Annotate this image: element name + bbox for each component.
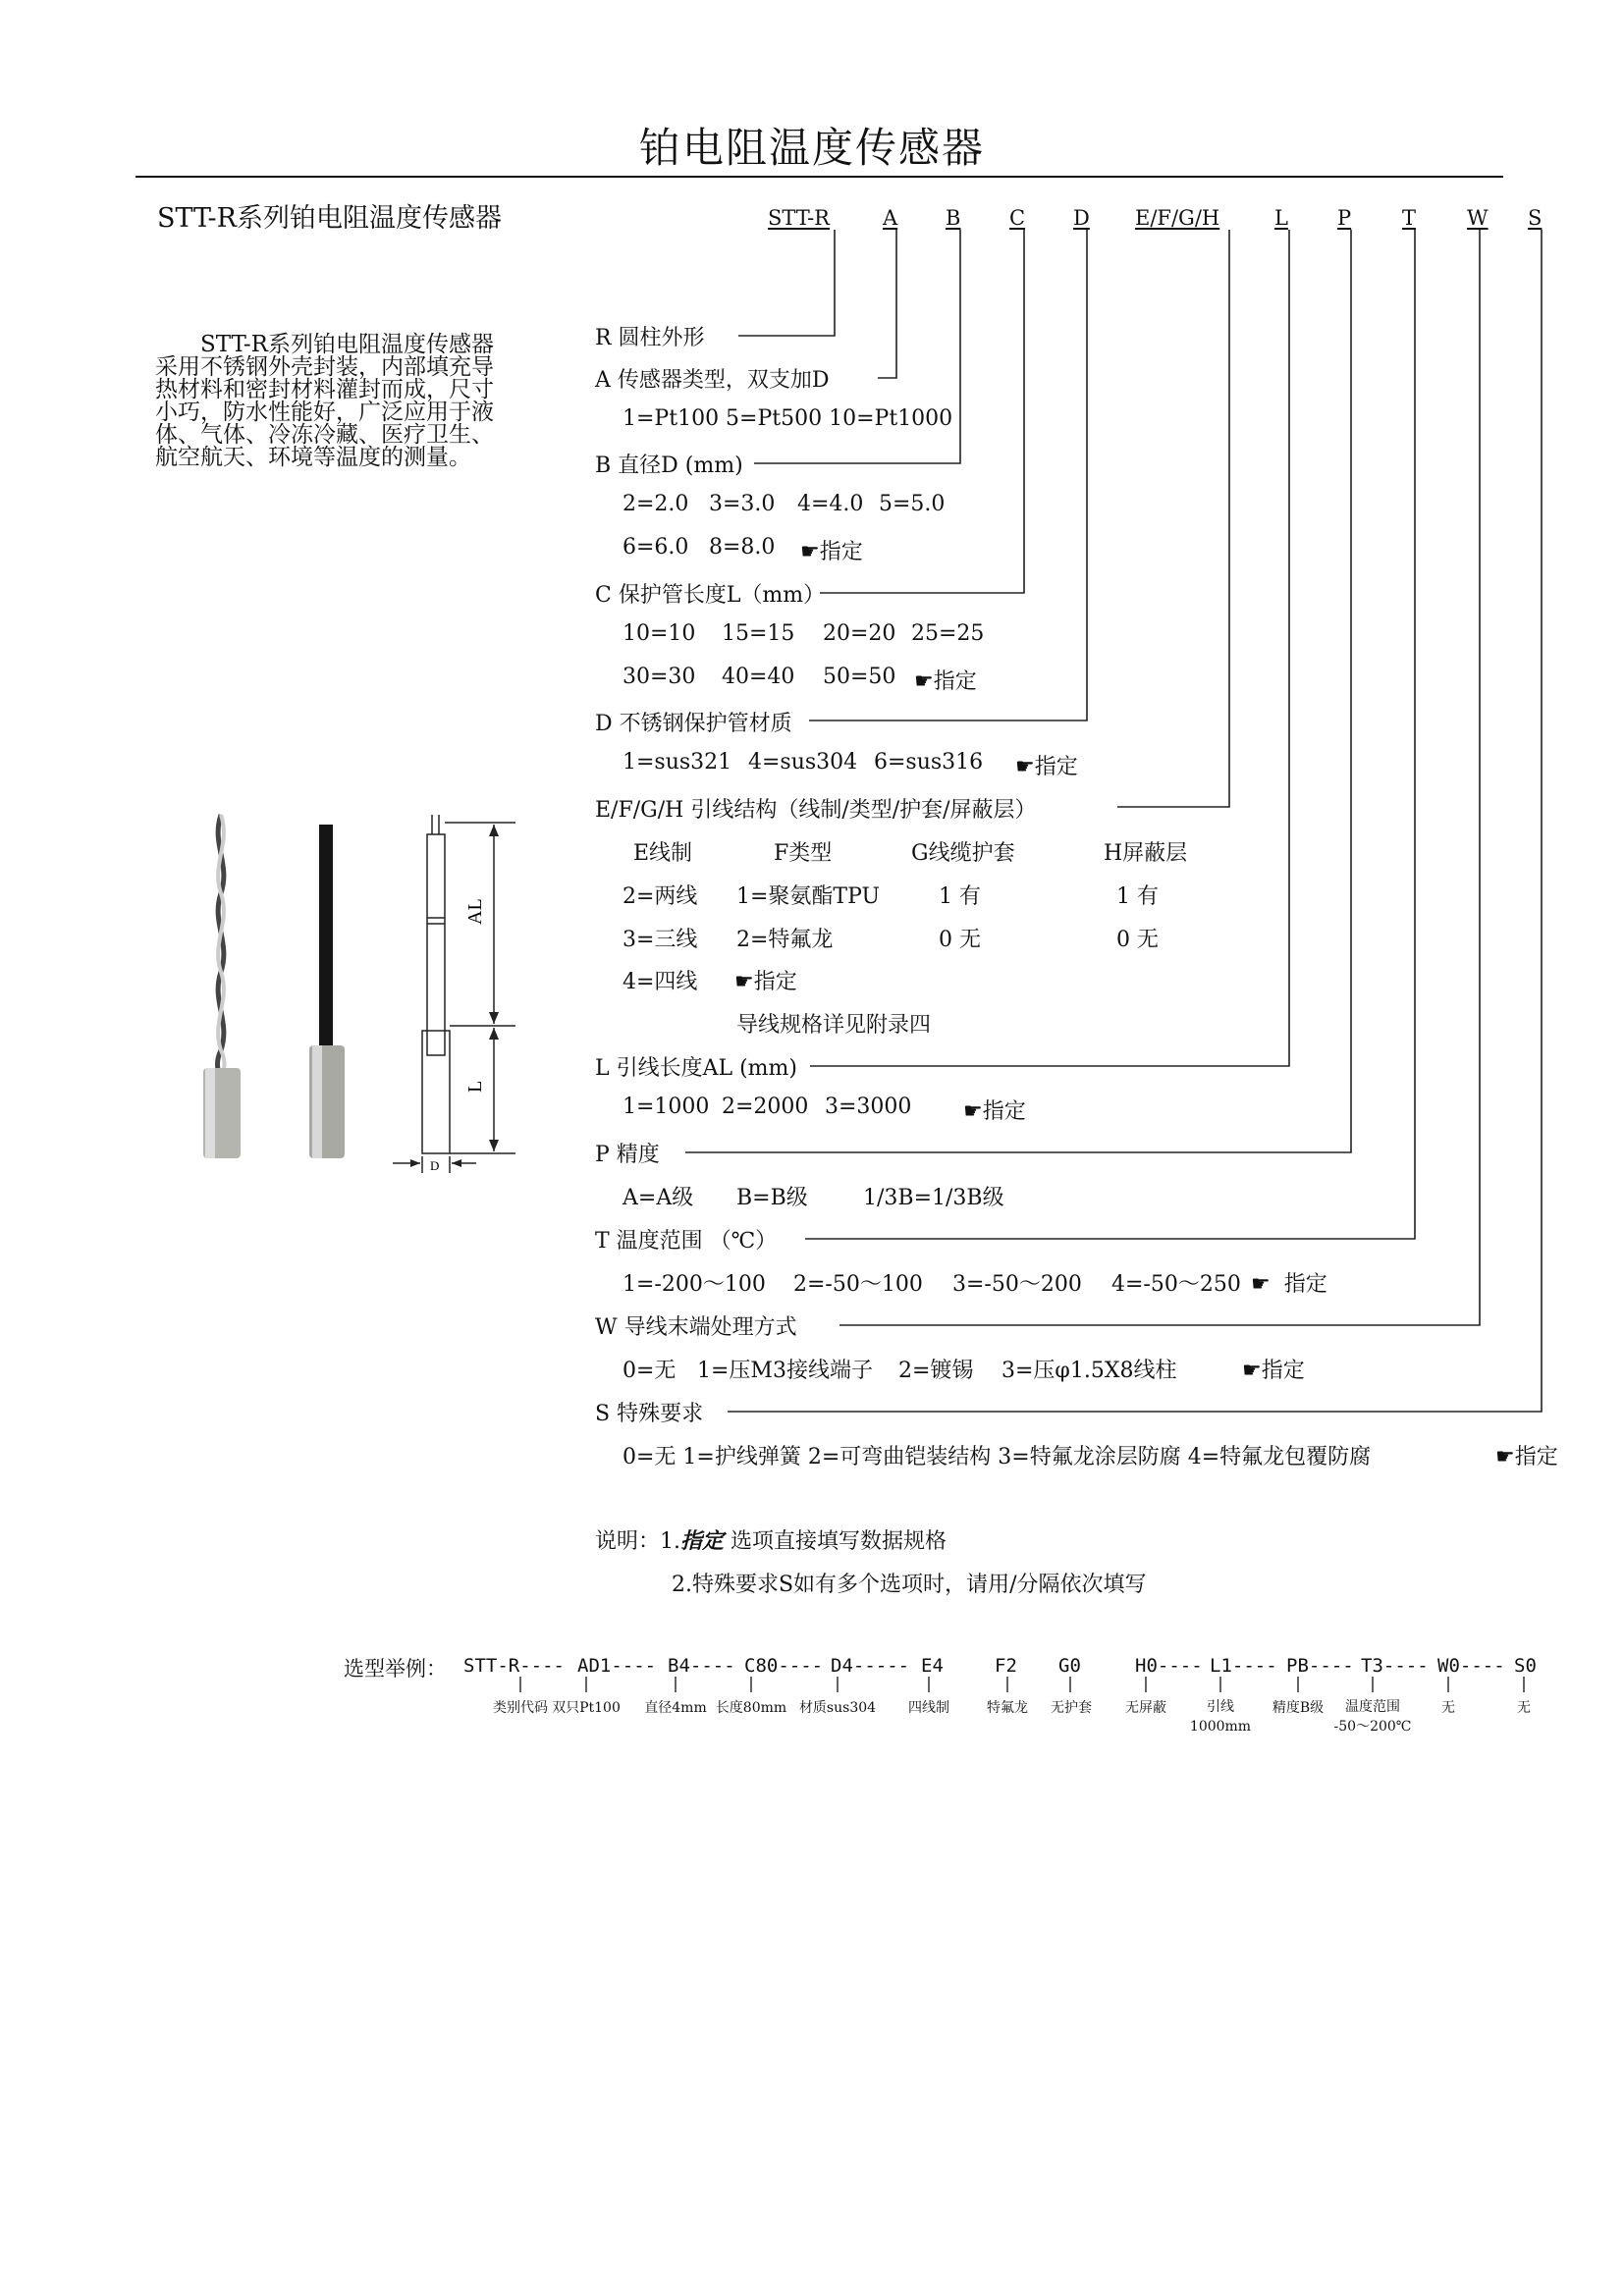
example-code-5: D4----- bbox=[831, 1655, 910, 1677]
spec-t-custom: ☛ 指定 bbox=[1251, 1272, 1327, 1297]
example-caption-2: 双只Pt100 bbox=[552, 1700, 621, 1716]
pointing-hand-icon: ☛ bbox=[963, 1099, 983, 1124]
spec-l-opt-3: 3=3000 bbox=[825, 1095, 912, 1119]
spec-w-opt-4: 3=压φ1.5X8线柱 bbox=[1001, 1359, 1177, 1383]
example-code-10: L1---- bbox=[1210, 1655, 1277, 1677]
code-p: P bbox=[1337, 206, 1352, 230]
spec-g-opt-1: 1 有 bbox=[939, 884, 981, 909]
spec-b: B 直径D (mm) bbox=[595, 454, 743, 478]
dimension-drawing bbox=[393, 815, 515, 1173]
spec-d-opt-3: 6=sus316 bbox=[874, 750, 984, 774]
spec-b-opt-1: 2=2.0 bbox=[623, 492, 689, 516]
spec-l-opt-2: 2=2000 bbox=[722, 1095, 809, 1119]
example-code-12: T3---- bbox=[1361, 1655, 1429, 1677]
example-caption-4: 长度80mm bbox=[715, 1700, 787, 1716]
twisted-wire-sensor-image bbox=[203, 815, 241, 1158]
spec-b-opt-5: 6=6.0 bbox=[623, 535, 689, 560]
example-caption-3: 直径4mm bbox=[644, 1700, 707, 1716]
spec-w-opt-2: 1=压M3接线端子 bbox=[697, 1359, 873, 1383]
example-code-6: E4 bbox=[921, 1655, 944, 1677]
spec-c: C 保护管长度L（mm） bbox=[595, 583, 826, 608]
example-caption-9: 无屏蔽 bbox=[1125, 1700, 1166, 1716]
label-l: L bbox=[464, 1080, 486, 1093]
spec-c-opt-3: 20=20 bbox=[823, 621, 896, 646]
example-caption-7: 特氟龙 bbox=[987, 1700, 1028, 1716]
code-l: L bbox=[1274, 206, 1288, 230]
note-label: 说明： bbox=[595, 1529, 661, 1554]
code-c: C bbox=[1009, 206, 1026, 230]
spec-b-opt-4: 5=5.0 bbox=[879, 492, 946, 516]
pointing-hand-icon: ☛ bbox=[1495, 1445, 1515, 1469]
code-a: A bbox=[883, 206, 898, 230]
pointing-hand-icon: ☛ bbox=[1251, 1272, 1271, 1297]
connector-l bbox=[810, 230, 1289, 1066]
spec-b-opt-3: 4=4.0 bbox=[797, 492, 864, 516]
spec-b-opt-2: 3=3.0 bbox=[709, 492, 776, 516]
example-code-13: W0---- bbox=[1437, 1655, 1505, 1677]
spec-a: A 传感器类型，双支加D bbox=[595, 368, 830, 393]
spec-e-opt-3: 4=四线 bbox=[623, 970, 698, 994]
spec-d-opt-2: 4=sus304 bbox=[748, 750, 858, 774]
code-t: T bbox=[1402, 206, 1417, 230]
spec-w-custom: ☛指定 bbox=[1242, 1359, 1305, 1383]
connector-r bbox=[738, 230, 835, 336]
intro-text: STT-R系列铂电阻温度传感器采用不锈钢外壳封装，内部填充导热材料和密封材料灌封而成，尺寸小巧，防水性能好，广泛应用于液体、气体、冷冻冷藏、医疗卫生、航空航天、环境等温度的测量。 bbox=[155, 332, 494, 470]
example-caption-5: 材质sus304 bbox=[798, 1700, 877, 1716]
example-caption-6: 四线制 bbox=[908, 1700, 949, 1716]
spec-d-opt-1: 1=sus321 bbox=[623, 750, 732, 774]
spec-c-opt-5: 30=30 bbox=[623, 665, 696, 689]
spec-l: L 引线长度AL (mm) bbox=[595, 1056, 797, 1081]
spec-efgh-note: 导线规格详见附录四 bbox=[736, 1013, 932, 1038]
code-stt-r: STT-R bbox=[768, 206, 830, 230]
spec-h-opt-2: 0 无 bbox=[1116, 928, 1159, 952]
code-efgh: E/F/G/H bbox=[1135, 206, 1220, 230]
spec-t-opt-3: 3=-50～200 bbox=[952, 1272, 1082, 1297]
spec-l-opt-1: 1=1000 bbox=[623, 1095, 710, 1119]
example-code-8: G0 bbox=[1058, 1655, 1081, 1677]
code-d: D bbox=[1073, 206, 1090, 230]
spec-efgh-header-g: G线缆护套 bbox=[911, 841, 1015, 866]
connector-a bbox=[878, 230, 896, 378]
note-2: 2.特殊要求S如有多个选项时，请用/分隔依次填写 bbox=[672, 1573, 1147, 1597]
spec-c-opt-2: 15=15 bbox=[722, 621, 795, 646]
example-code-11: PB---- bbox=[1286, 1655, 1354, 1677]
spec-r: R 圆柱外形 bbox=[595, 326, 705, 350]
spec-c-custom: ☛指定 bbox=[914, 669, 977, 694]
note-keyword: 指定 bbox=[680, 1528, 725, 1554]
example-caption-8: 无护套 bbox=[1051, 1700, 1092, 1716]
spec-c-opt-6: 40=40 bbox=[722, 665, 795, 689]
code-b: B bbox=[946, 206, 961, 230]
example-code-7: F2 bbox=[995, 1655, 1017, 1677]
pointing-hand-icon: ☛ bbox=[1242, 1359, 1262, 1383]
spec-w-opt-1: 0=无 bbox=[623, 1359, 677, 1383]
spec-c-opt-4: 25=25 bbox=[911, 621, 985, 646]
spec-d: D 不锈钢保护管材质 bbox=[595, 712, 792, 736]
spec-e-opt-2: 3=三线 bbox=[623, 928, 698, 952]
spec-f-opt-2: 2=特氟龙 bbox=[736, 928, 834, 952]
page-title: 铂电阻温度传感器 bbox=[638, 124, 985, 172]
spec-d-custom: ☛指定 bbox=[1015, 755, 1078, 779]
pointing-hand-icon: ☛ bbox=[1015, 755, 1035, 779]
connector-efgh bbox=[1117, 230, 1229, 807]
spec-s-custom: ☛指定 bbox=[1495, 1445, 1558, 1469]
example-caption-12: 温度范围 -50～200℃ bbox=[1333, 1699, 1412, 1735]
spec-b-opt-6: 8=8.0 bbox=[709, 535, 776, 560]
example-code-3: B4---- bbox=[668, 1655, 735, 1677]
spec-efgh-header-e: E线制 bbox=[633, 841, 693, 866]
code-w: W bbox=[1467, 206, 1489, 230]
example-code-14: S0 bbox=[1514, 1655, 1537, 1677]
spec-t-opt-1: 1=-200～100 bbox=[623, 1272, 766, 1297]
spec-p-opt-2: B=B级 bbox=[736, 1186, 808, 1210]
spec-efgh-custom: ☛指定 bbox=[734, 970, 797, 994]
example-caption-14: 无 bbox=[1517, 1700, 1531, 1716]
example-caption-13: 无 bbox=[1441, 1700, 1455, 1716]
label-al: AL bbox=[464, 898, 486, 925]
spec-s-options: 0=无 1=护线弹簧 2=可弯曲铠装结构 3=特氟龙涂层防腐 4=特氟龙包覆防腐 bbox=[623, 1445, 1372, 1469]
page-subtitle: STT-R系列铂电阻温度传感器 bbox=[157, 203, 502, 234]
connector-d bbox=[809, 230, 1087, 721]
spec-f-opt-1: 1=聚氨酯TPU bbox=[736, 884, 881, 909]
pointing-hand-icon: ☛ bbox=[914, 669, 934, 694]
example-caption-11: 精度B级 bbox=[1272, 1700, 1325, 1716]
title-rule bbox=[135, 176, 1503, 178]
spec-p-opt-1: A=A级 bbox=[623, 1186, 694, 1210]
connector-w bbox=[839, 230, 1480, 1325]
spec-w: W 导线末端处理方式 bbox=[595, 1315, 797, 1340]
spec-e-opt-1: 2=两线 bbox=[623, 884, 698, 909]
spec-t-opt-4: 4=-50～250 bbox=[1111, 1272, 1241, 1297]
spec-w-opt-3: 2=镀锡 bbox=[898, 1359, 974, 1383]
note-1: 说明：1.指定 选项直接填写数据规格 bbox=[595, 1528, 947, 1554]
example-code-4: C80---- bbox=[744, 1655, 824, 1677]
spec-p: P 精度 bbox=[595, 1143, 660, 1167]
example-caption-10: 引线 1000mm bbox=[1189, 1699, 1252, 1735]
label-d: D bbox=[430, 1158, 440, 1173]
pointing-hand-icon: ☛ bbox=[734, 970, 754, 994]
spec-b-custom: ☛指定 bbox=[800, 540, 863, 564]
example-code-9: H0---- bbox=[1135, 1655, 1203, 1677]
spec-g-opt-2: 0 无 bbox=[939, 928, 981, 952]
example-code-1: STT-R---- bbox=[463, 1655, 565, 1677]
example-code-2: AD1---- bbox=[577, 1655, 657, 1677]
code-s: S bbox=[1528, 206, 1543, 230]
spec-l-custom: ☛指定 bbox=[963, 1099, 1026, 1124]
spec-c-opt-7: 50=50 bbox=[823, 665, 896, 689]
black-cable-sensor-image bbox=[309, 825, 345, 1158]
spec-c-opt-1: 10=10 bbox=[623, 621, 696, 646]
spec-a-options: 1=Pt100 5=Pt500 10=Pt1000 bbox=[623, 406, 953, 431]
spec-efgh: E/F/G/H 引线结构（线制/类型/护套/屏蔽层） bbox=[595, 798, 1037, 823]
spec-efgh-header-f: F类型 bbox=[774, 841, 833, 866]
spec-efgh-header-h: H屏蔽层 bbox=[1104, 841, 1188, 866]
spec-t: T 温度范围 （℃） bbox=[595, 1229, 778, 1254]
pointing-hand-icon: ☛ bbox=[800, 540, 820, 564]
spec-h-opt-1: 1 有 bbox=[1116, 884, 1159, 909]
connector-t bbox=[805, 230, 1415, 1239]
spec-t-opt-2: 2=-50～100 bbox=[793, 1272, 923, 1297]
example-label: 选型举例： bbox=[344, 1657, 447, 1681]
spec-p-opt-3: 1/3B=1/3B级 bbox=[863, 1186, 1004, 1210]
spec-s: S 特殊要求 bbox=[595, 1402, 704, 1426]
sensor-diagram bbox=[182, 805, 535, 1178]
example-caption-1: 类别代码 bbox=[493, 1700, 548, 1716]
